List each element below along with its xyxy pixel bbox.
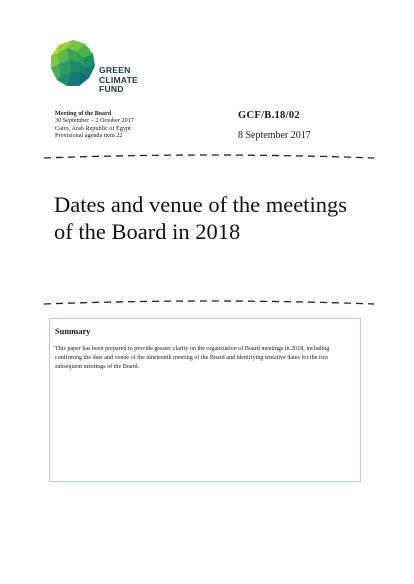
meeting-dates: 30 September – 2 October 2017: [55, 117, 134, 125]
gcf-logo: [49, 38, 189, 100]
logo-line-1: GREEN: [99, 65, 131, 75]
summary-text: This paper has been prepared to provide greater clarity on the organization of Board meetings in 2018, including confirming the date and venue of the nineteenth meeting of the Board and identifying tentative dates for the two subsequent meetings of the Board.: [55, 346, 330, 370]
meeting-location: Cairo, Arab Republic of Egypt: [55, 124, 131, 132]
logo-line-3: FUND: [99, 84, 124, 95]
meeting-heading: Meeting of the Board: [55, 110, 112, 117]
top-divider: [44, 151, 374, 161]
document-date: 8 September 2017: [238, 130, 311, 141]
bottom-divider: [44, 297, 374, 307]
logo-line-2: CLIMATE: [99, 74, 138, 85]
meeting-info: [55, 110, 134, 140]
summary-heading: Summary: [55, 327, 91, 336]
logo-wordmark: [99, 66, 138, 95]
document-id: GCF/B.18/02: [238, 110, 300, 121]
globe-icon: [49, 38, 97, 88]
agenda-item: Provisional agenda item 22: [55, 132, 123, 140]
summary-box: [49, 318, 361, 482]
document-title: Dates and venue of the meetings of the Board in 2018: [54, 192, 348, 244]
